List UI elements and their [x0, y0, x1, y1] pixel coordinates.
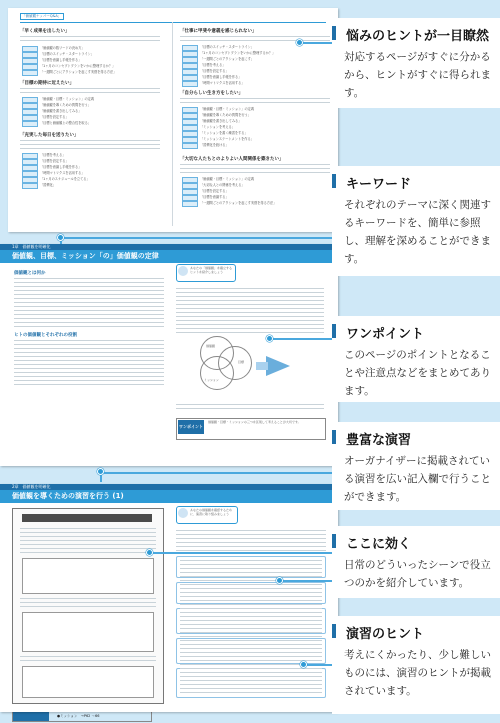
callout-desc: 考えにくかったり、少し難しいものには、演習のヒントが掲載されています。 [344, 649, 491, 697]
onepoint-text: 価値観・目標・ミッションの三つを区別して考えることが大切です。 [208, 420, 301, 424]
page2-title: 価値観、目標、ミッション「の」価値観の定律 [0, 250, 338, 263]
callout-desc: オーガナイザーに掲載されている演習を広い記入欄で行うことができます。 [344, 455, 491, 503]
callout-title: キーワード [346, 177, 412, 192]
venn-label-mission: ミッション [204, 378, 219, 382]
venn-label-values: 価値観 [206, 344, 216, 348]
writing-field[interactable] [22, 558, 154, 594]
list-item: 「価値観・目標・ミッション」の定義 [182, 106, 332, 112]
callout-title: 悩みのヒントが一目瞭然 [346, 29, 490, 44]
p1-list-2 [22, 96, 162, 126]
list-item: 「目標を考える」 [22, 152, 162, 158]
list-item: 「目標を意識する」 [182, 194, 332, 200]
onepoint-label: ワンポイント [178, 420, 204, 434]
list-item: 「目標を設定する」 [22, 158, 162, 164]
list-item: 「一週間ごとのアクションを起こす」 [182, 56, 332, 62]
callout-desc: 対応するページがすぐに分かるから、ヒントがすぐに得られます。 [344, 51, 491, 99]
list-item: 「一週間ごとのアクションを起こす実感を得る方法」 [182, 200, 332, 206]
bubble-icon [178, 266, 188, 276]
callout-title: 豊富な演習 [346, 433, 412, 448]
p1-block-title-1: 「早く成果を出したい」 [20, 29, 70, 34]
p1-list-5 [182, 106, 332, 148]
list-item: 「目標を意識し手帳を作る」 [22, 57, 162, 63]
callout-hint-index [332, 18, 500, 108]
p1-list-1 [22, 45, 162, 75]
callout-title: 演習のヒント [346, 627, 425, 642]
list-item: 「価値観を書き出してみる」 [22, 108, 162, 114]
list-item: 「目標を設定する」 [22, 114, 162, 120]
list-item: 「価値観・目標・ミッション」の定義 [182, 176, 332, 182]
venn-label-goals: 目標 [238, 360, 245, 364]
list-item: 「価値観を書き出してみる」 [182, 118, 332, 124]
p1-list-4 [182, 44, 332, 86]
page1-head-tag: 「価値観ナッパーQ&A」 [22, 14, 62, 18]
list-item: 「目標を意識し手帳を作る」 [22, 164, 162, 170]
arrow-bar [256, 362, 268, 370]
spread-page-1 [8, 8, 338, 232]
writing-field[interactable] [22, 612, 154, 652]
bubble-icon [178, 508, 188, 518]
page2-top-label: 1章 価値観を明確化 [0, 244, 338, 250]
keyword-item: ●ミッション →P62 ～66 [57, 714, 100, 718]
list-item: 「目標と価値観との整合性を取る」 [22, 120, 162, 126]
list-item: 「価値観の数ワードの決め方」 [22, 45, 162, 51]
venn-circle-mission [200, 356, 234, 390]
callout-desc: それぞれのテーマに深く関連するキーワードを、簡単に参照し、理解を深めることができます。 [344, 199, 491, 265]
list-item: 「時間マトリクスを活用する」 [22, 170, 162, 176]
p1-list-3 [22, 152, 162, 188]
list-item: 「目標のスイッチ・スタートライン」 [182, 44, 332, 50]
list-item: 「大切な人との関係を考える」 [182, 182, 332, 188]
callout-desc: 日常のどういったシーンで役立つのかを紹介しています。 [344, 559, 491, 589]
page3-title: 価値観を導くための演習を行う (1) [0, 490, 338, 503]
list-item: 「1ヶ月のコンセプトプランをいかに整理するか？」 [22, 63, 162, 69]
p1-block-title-4: 「仕事に甲斐や意義を感じられない」 [180, 29, 257, 34]
callout-effective [332, 526, 500, 598]
list-item: 「価値観を導くための質問を行う」 [22, 102, 162, 108]
list-item: 「習慣化を続ける」 [182, 142, 332, 148]
list-item: 「目標を設定する」 [182, 68, 332, 74]
page2-sub1: 価値観とは何か [14, 271, 46, 276]
p1-block-title-2: 「目標の期待に近えたい」 [20, 81, 74, 86]
p1-block-title-6: 「大切な人たちとのよりよい人間関係を築きたい」 [180, 157, 284, 162]
callout-desc: このページのポイントとなることや注意点などをまとめてあります。 [344, 349, 491, 397]
p1-block-title-5: 「自分らしい生き方をしたい」 [180, 91, 243, 96]
list-item: 「1ヶ月のスケジュールを立てる」 [22, 176, 162, 182]
callout-title: ここに効く [346, 537, 412, 552]
spread-page-3 [0, 484, 338, 712]
list-item: 「目標を意識し手帳を作る」 [182, 74, 332, 80]
list-item: 「価値観を導くための質問を行う」 [182, 112, 332, 118]
callout-exercise-hint [332, 616, 500, 714]
p1-list-6 [182, 176, 332, 206]
callout-onepoint [332, 316, 500, 402]
list-item: 「1ヶ月のコンセプトプランをいかに整理するか？」 [182, 50, 332, 56]
writing-field[interactable] [22, 666, 154, 698]
page3-bubble: あなたの価値観を確認するために、演習に取り組みましょう [190, 508, 233, 516]
callout-exercises [332, 422, 500, 510]
list-item: 「ミッションステートメントを作る」 [182, 136, 332, 142]
list-item: 「目標のスイッチ・スタートライン」 [22, 51, 162, 57]
list-item: 「ミッションを書く練習をする」 [182, 130, 332, 136]
p1-block-title-3: 「充実した毎日を送りたい」 [20, 133, 79, 138]
page2-bubble: あなたの「価値観」を確立するヒントを紹介しましょう [190, 266, 233, 274]
list-item: 「目標を設定する」 [182, 188, 332, 194]
callout-keyword [332, 166, 500, 276]
page3-top-label: 2章 価値観を明確化 [0, 484, 338, 490]
arrow-icon [266, 356, 290, 376]
page2-sub2: ヒトの価値観とそれぞれの役割 [14, 333, 77, 338]
list-item: 「ミッションを考える」 [182, 124, 332, 130]
list-item: 「時間マトリクスを活用する」 [182, 80, 332, 86]
list-item: 「一週間ごとにアクションを起こす実感を得る方法」 [22, 69, 162, 75]
callout-title: ワンポイント [346, 327, 425, 342]
list-item: 「習慣化」 [22, 182, 162, 188]
list-item: 「目標を考える」 [182, 62, 332, 68]
list-item: 「価値観・目標・ミッション」の定義 [22, 96, 162, 102]
